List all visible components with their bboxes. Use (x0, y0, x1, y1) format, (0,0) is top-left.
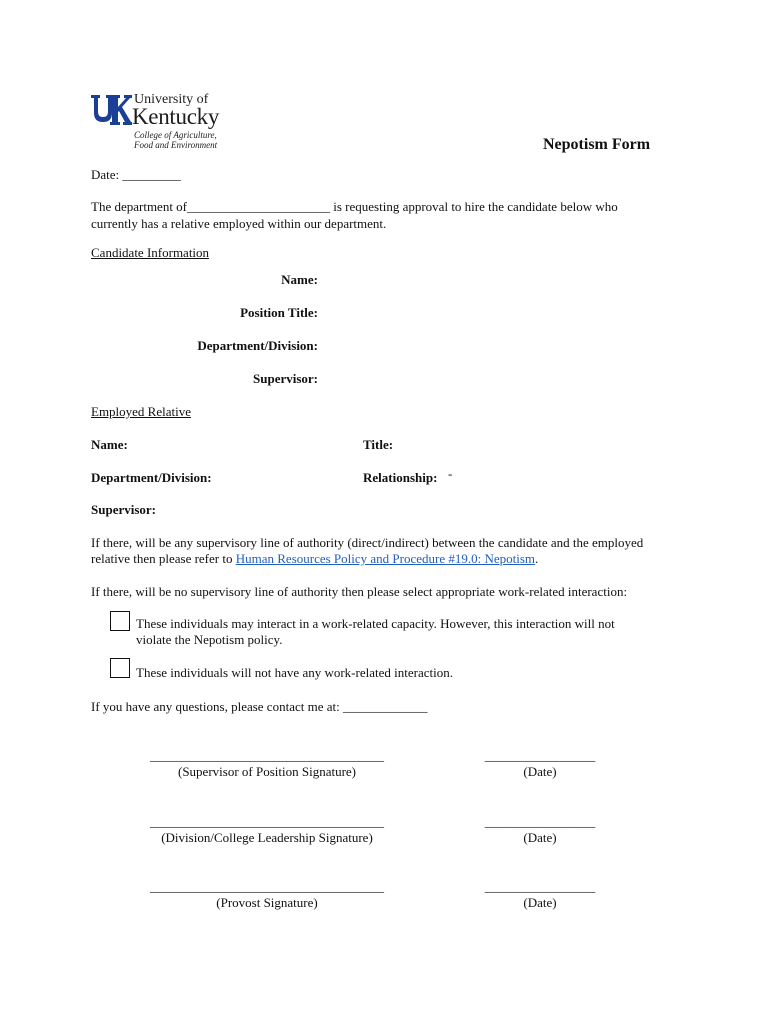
university-logo (90, 92, 250, 154)
candidate-name-label: Name: (281, 272, 318, 287)
candidate-supervisor-label: Supervisor: (253, 371, 318, 386)
form-title: Nepotism Form (543, 136, 651, 153)
uk-monogram-icon (90, 92, 132, 128)
relative-department-label: Department/Division: (91, 470, 212, 485)
option-1-line-1: These individuals may interact in a work-related capacity. However, this interaction will not (136, 616, 615, 631)
supervisor-date-line[interactable]: _________________ (484, 748, 596, 763)
leadership-signature-label: (Division/College Leadership Signature) (161, 830, 373, 845)
leadership-date-label: (Date) (523, 830, 557, 845)
option-2-checkbox[interactable] (110, 658, 130, 678)
supervisor-date-label: (Date) (523, 764, 557, 779)
relative-heading: Employed Relative (91, 404, 192, 419)
supervisor-signature-label: (Supervisor of Position Signature) (177, 764, 356, 779)
option-1-checkbox[interactable] (110, 611, 130, 631)
provost-date-line[interactable]: _________________ (484, 879, 596, 894)
provost-signature-line[interactable]: ____________________________________ (150, 879, 384, 894)
nepotism-policy-link[interactable]: Human Resources Policy and Procedure #19.0: Nepotism (235, 551, 536, 566)
provost-date-label: (Date) (523, 895, 557, 910)
option-1-line-2: violate the Nepotism policy. (136, 632, 283, 647)
policy-line-1: If there, will be any supervisory line of authority (direct/indirect) between the candidate and the employed (91, 535, 644, 550)
contact-line[interactable]: If you have any questions, please contact me at: _____________ (91, 699, 428, 714)
provost-signature-label: (Provost Signature) (216, 895, 318, 910)
option-2-label: These individuals will not have any work-related interaction. (136, 665, 453, 680)
policy-line-2-suffix: . (535, 551, 539, 566)
intro-line-2: currently has a relative employed within our department. (91, 216, 387, 231)
relative-title-label: Title: (363, 437, 394, 452)
relative-supervisor-label: Supervisor: (91, 502, 156, 517)
no-supervisory-line: If there, will be no supervisory line of authority then please select appropriate work-related interaction: (91, 584, 628, 599)
relative-name-label: Name: (91, 437, 128, 452)
logo-university-of: University of (134, 92, 209, 107)
candidate-position-label: Position Title: (240, 305, 318, 320)
leadership-signature-line[interactable]: ____________________________________ (150, 814, 384, 829)
logo-college-line2: Food and Environment (134, 140, 218, 150)
supervisor-signature-line[interactable]: ____________________________________ (150, 748, 384, 763)
logo-college-line1: College of Agriculture, (134, 130, 217, 140)
policy-line-2 (91, 551, 538, 567)
intro-line-1: The department of______________________ is requesting approval to hire the candidate below who (91, 199, 618, 214)
policy-line-2-prefix: relative then please refer to (91, 551, 236, 566)
relative-relationship-value[interactable]: - (448, 466, 453, 481)
candidate-department-label: Department/Division: (197, 338, 318, 353)
relative-relationship-label: Relationship: (363, 470, 438, 485)
leadership-date-line[interactable]: _________________ (484, 814, 596, 829)
date-field[interactable]: Date: _________ (91, 167, 181, 182)
candidate-heading: Candidate Information (91, 245, 210, 260)
logo-kentucky: Kentucky (132, 104, 220, 129)
